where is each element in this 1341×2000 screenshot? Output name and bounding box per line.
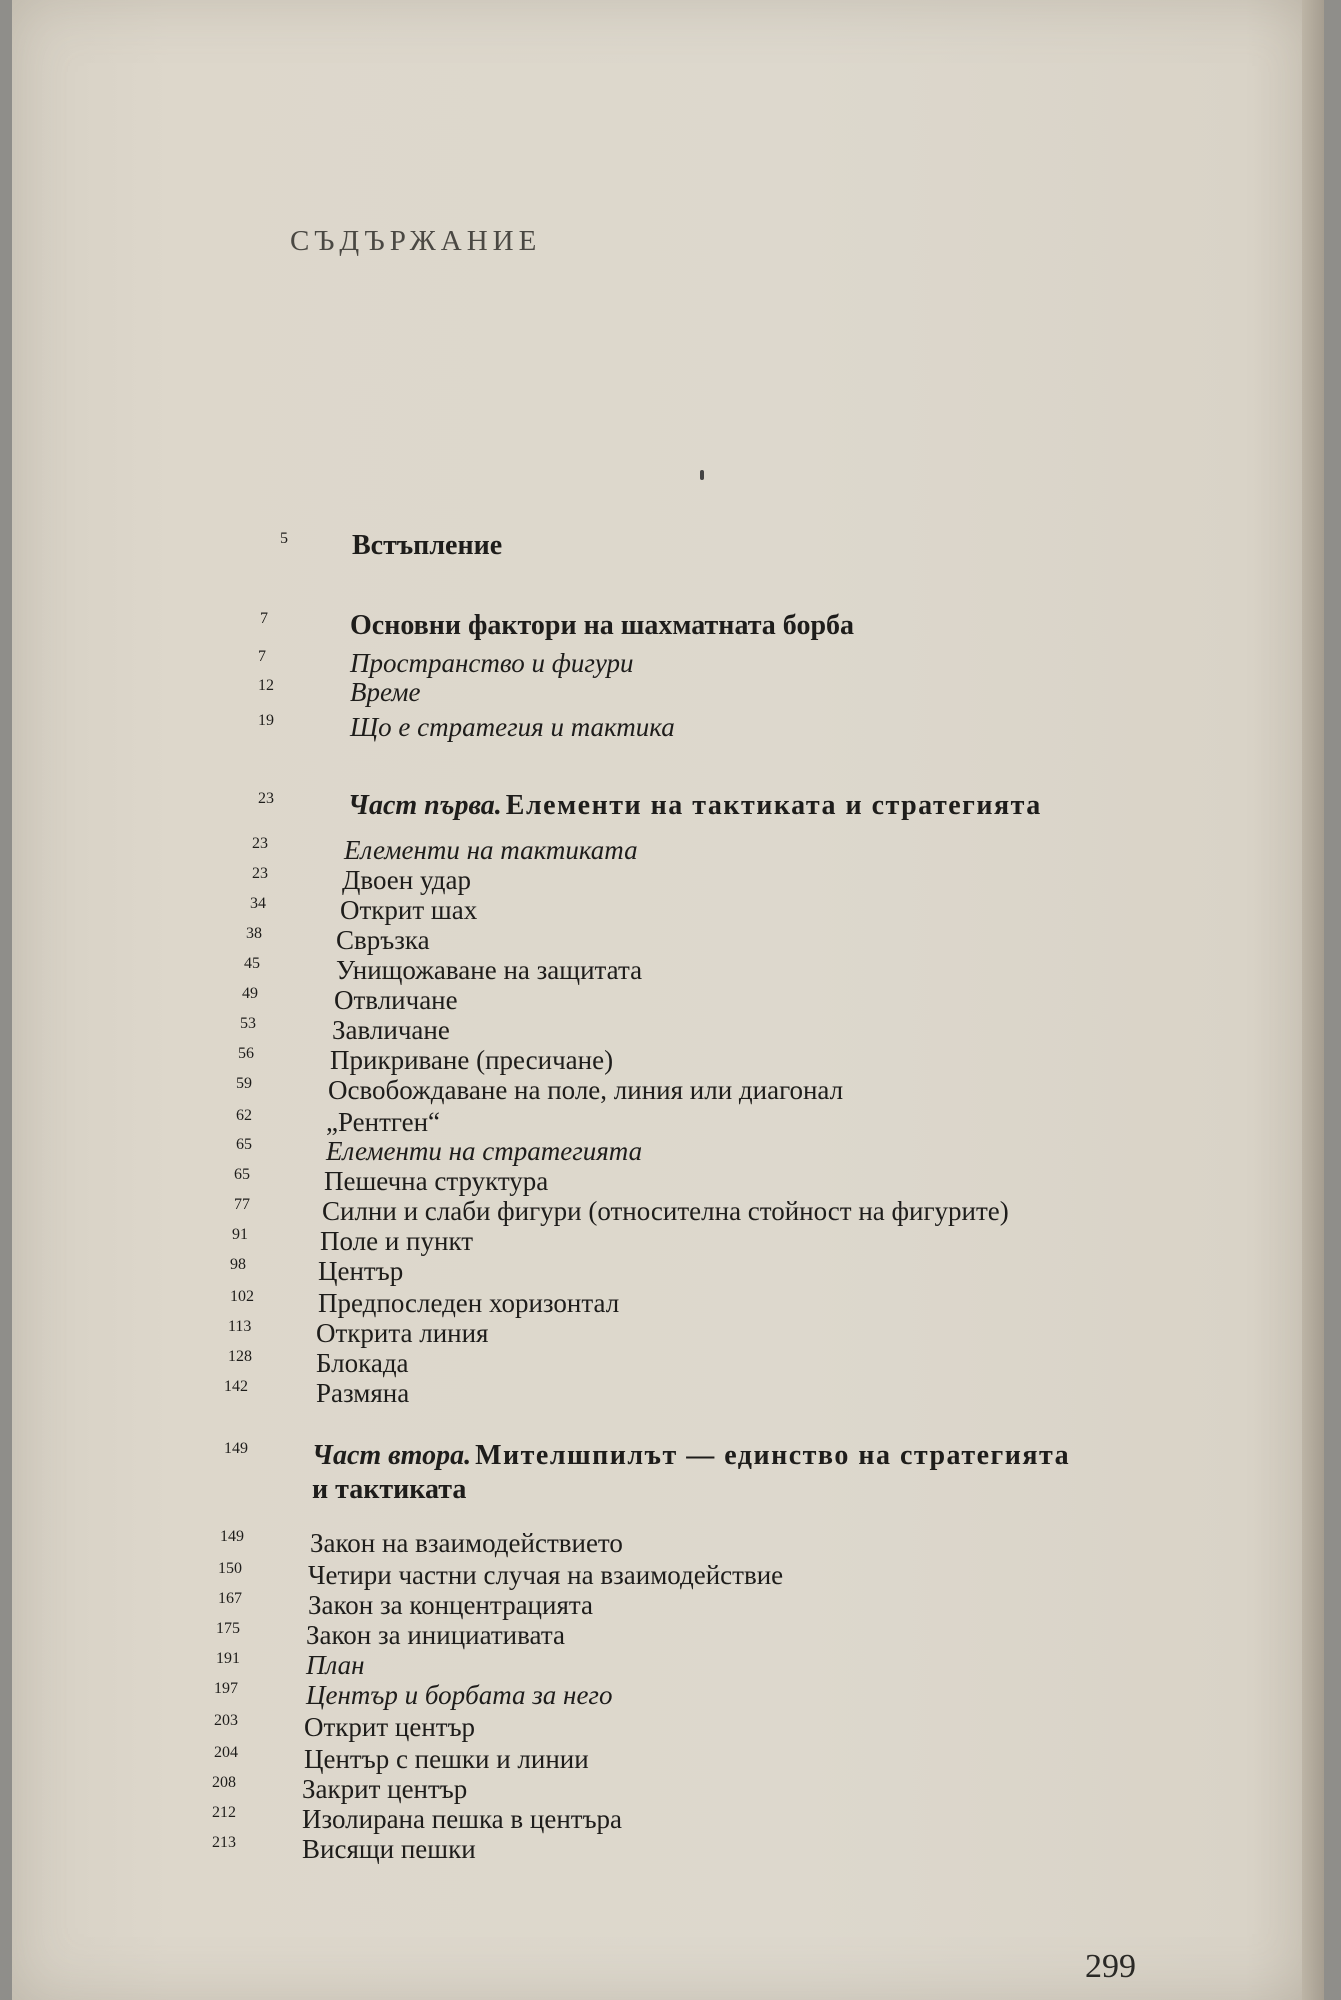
toc-entry xyxy=(352,530,502,564)
toc-page-number-text: 102 xyxy=(230,1288,254,1305)
toc-entry-title: Свръзка xyxy=(336,925,430,955)
toc-entry xyxy=(342,865,471,899)
toc-page-number xyxy=(212,1804,272,1838)
toc-page-number xyxy=(216,1650,276,1684)
toc-part-title: Елементи на тактиката и стратегията xyxy=(505,790,1042,821)
toc-entry-title: Време xyxy=(350,677,421,707)
toc-entry-title: Силни и слаби фигури (относителна стойност на фигурите) xyxy=(322,1196,1009,1226)
toc-page-number xyxy=(258,790,318,824)
toc-page-number xyxy=(242,985,302,1019)
toc-page-number-text: 7 xyxy=(258,648,266,665)
toc-page-number xyxy=(260,610,320,644)
toc-entry-title: Унищожаване на защитата xyxy=(336,955,643,985)
toc-entry xyxy=(306,1680,612,1714)
toc-page-number xyxy=(212,1834,272,1868)
toc-entry xyxy=(336,925,430,959)
page-number: 299 xyxy=(1085,1948,1136,1985)
toc-page-number xyxy=(238,1045,298,1079)
toc-page-number xyxy=(240,1015,300,1049)
toc-page-number-text: 7 xyxy=(260,610,268,627)
toc-entry xyxy=(302,1834,476,1868)
toc-part-label: Част първа. xyxy=(348,790,502,821)
toc-page-number-text: 150 xyxy=(218,1560,242,1577)
toc-entry-title: Четири частни случая на взаимодействие xyxy=(308,1560,784,1590)
toc-entry-title: Център xyxy=(318,1256,404,1286)
toc-entry xyxy=(318,1256,403,1290)
toc-entry xyxy=(306,1620,565,1654)
toc-page-number xyxy=(236,1075,296,1109)
toc-entry xyxy=(332,1015,450,1049)
toc-entry xyxy=(350,712,675,746)
toc-entry xyxy=(324,1166,548,1200)
toc-page-number-text: 65 xyxy=(236,1136,252,1153)
toc-entry xyxy=(322,1196,1009,1230)
toc-page-number xyxy=(216,1620,276,1654)
toc-entry xyxy=(340,895,477,929)
toc-page-number xyxy=(230,1256,290,1290)
toc-part-title: Мителшпилът — единство на стратегията xyxy=(475,1440,1071,1471)
toc-entry-title: Размяна xyxy=(316,1378,410,1408)
toc-page-number-text: 213 xyxy=(212,1834,236,1851)
toc-entry xyxy=(328,1075,843,1109)
toc-page-number-text: 142 xyxy=(224,1378,248,1395)
toc-page-number-text: 208 xyxy=(212,1774,236,1791)
toc-entry-title: Встъпление xyxy=(352,530,503,561)
toc-entry xyxy=(304,1712,475,1746)
toc-page-number xyxy=(244,955,304,989)
toc-page-number-text: 65 xyxy=(234,1166,250,1183)
toc-page-number xyxy=(234,1166,294,1200)
toc-heading: СЪДЪРЖАНИЕ xyxy=(290,225,542,257)
toc-entry-title: Що е стратегия и тактика xyxy=(350,712,675,742)
toc-entry-title: Център и борбата за него xyxy=(306,1680,613,1710)
toc-entry-title: Закон на взаимодействието xyxy=(310,1528,623,1558)
toc-entry-title: Основни фактори на шахматната борба xyxy=(350,610,855,641)
toc-entry-title: Освобождаване на поле, линия или диагонал xyxy=(328,1075,844,1105)
toc-page-number-text: 5 xyxy=(280,530,288,547)
toc-page-number xyxy=(224,1378,284,1412)
toc-page-number-text: 128 xyxy=(228,1348,252,1365)
toc-page-number-text: 59 xyxy=(236,1075,252,1092)
toc-entry xyxy=(326,1136,642,1170)
toc-entry xyxy=(316,1348,409,1382)
toc-page-number-text: 45 xyxy=(244,955,260,972)
toc-entry xyxy=(304,1744,589,1778)
toc-entry-title: Отвличане xyxy=(334,985,458,1015)
toc-page-number xyxy=(214,1680,274,1714)
toc-page-number-text: 98 xyxy=(230,1256,246,1273)
toc-page-number xyxy=(228,1318,288,1352)
toc-page-number xyxy=(212,1774,272,1808)
toc-page-number-text: 113 xyxy=(228,1318,252,1335)
toc-page-number-text: 49 xyxy=(242,985,258,1002)
toc-page-number xyxy=(232,1226,292,1260)
toc-entry xyxy=(320,1226,473,1260)
toc-page-number xyxy=(280,530,340,564)
toc-entry xyxy=(344,835,638,869)
toc-entry-title: Пространство и фигури xyxy=(350,648,634,678)
toc-entry-title: Изолирана пешка в центъра xyxy=(302,1804,623,1834)
toc-page-number-text: 19 xyxy=(258,712,274,729)
toc-entry-title: Висящи пешки xyxy=(302,1834,476,1864)
toc-entry xyxy=(350,677,421,711)
toc-page-number xyxy=(218,1560,278,1594)
toc-page-number-text: 12 xyxy=(258,677,274,694)
toc-entry-title: Открит шах xyxy=(340,895,478,925)
toc-entry xyxy=(308,1560,783,1594)
toc-entry-title: Закрит център xyxy=(302,1774,468,1804)
toc-entry-title: Център с пешки и линии xyxy=(304,1744,589,1774)
toc-page-number-text: 38 xyxy=(246,925,262,942)
toc-entry-title: Пешечна структура xyxy=(324,1166,549,1196)
toc-entry xyxy=(348,790,1042,824)
toc-page-number xyxy=(236,1136,296,1170)
toc-page-number-text: 23 xyxy=(258,790,274,807)
toc-entry xyxy=(302,1774,467,1808)
toc-page-number-text: 23 xyxy=(252,865,268,882)
toc-page-number xyxy=(252,835,312,869)
toc-entry-title: Предпоследен хоризонтал xyxy=(318,1288,620,1318)
toc-page-number xyxy=(250,895,310,929)
toc-page-number-text: 149 xyxy=(220,1528,244,1545)
toc-page-number xyxy=(252,865,312,899)
toc-entry xyxy=(330,1045,613,1079)
toc-page-number-text: 191 xyxy=(216,1650,240,1667)
toc-entry-title: Поле и пункт xyxy=(320,1226,474,1256)
toc-entry-title: Двоен удар xyxy=(342,865,472,895)
toc-page-number xyxy=(258,712,318,746)
toc-entry-title: „Рентген“ xyxy=(326,1107,441,1137)
toc-entry xyxy=(316,1378,409,1412)
toc-page-number xyxy=(214,1744,274,1778)
toc-entry-title: Закон за инициативата xyxy=(306,1620,565,1650)
toc-page-number-text: 203 xyxy=(214,1712,238,1729)
toc-page-number xyxy=(234,1196,294,1230)
toc-page-number-text: 175 xyxy=(216,1620,240,1637)
toc-entry xyxy=(350,610,854,644)
toc-page-number-text: 167 xyxy=(218,1590,242,1607)
toc-page-number-text: 62 xyxy=(236,1107,252,1124)
toc-entry xyxy=(310,1528,623,1562)
toc-page-number-text: 204 xyxy=(214,1744,238,1761)
toc-page-number xyxy=(224,1440,284,1474)
toc-page-number-text: 197 xyxy=(214,1680,238,1697)
toc-page-number-text: 34 xyxy=(250,895,266,912)
toc-entry xyxy=(336,955,642,989)
toc-page-number-text: 212 xyxy=(212,1804,236,1821)
toc-entry-title: План xyxy=(306,1650,365,1680)
toc-page-number-text: 91 xyxy=(232,1226,248,1243)
toc-part-title-continued: и тактиката xyxy=(312,1474,467,1505)
toc-entry xyxy=(316,1318,488,1352)
toc-entry-title: Блокада xyxy=(316,1348,409,1378)
toc-entry xyxy=(308,1590,593,1624)
toc-entry xyxy=(312,1440,1071,1505)
toc-entry-title: Прикриване (пресичане) xyxy=(330,1045,614,1075)
toc-page-number xyxy=(230,1288,290,1322)
toc-page-number-text: 23 xyxy=(252,835,268,852)
toc-entry-title: Открита линия xyxy=(316,1318,489,1348)
toc-page-number-text: 77 xyxy=(234,1196,250,1213)
toc-page-number-text: 149 xyxy=(224,1440,248,1457)
toc-entry-title: Закон за концентрацията xyxy=(308,1590,593,1620)
toc-entry-title: Елементи на тактиката xyxy=(344,835,638,865)
toc-entry xyxy=(334,985,458,1019)
toc-entry xyxy=(306,1650,365,1684)
toc-page-number xyxy=(214,1712,274,1746)
toc-page-number-text: 56 xyxy=(238,1045,254,1062)
toc-page-number xyxy=(220,1528,280,1562)
toc-part-label: Част втора. xyxy=(312,1440,472,1471)
toc-entry-title: Завличане xyxy=(332,1015,450,1045)
toc-page-number xyxy=(246,925,306,959)
toc-entry-title: Елементи на стратегията xyxy=(326,1136,643,1166)
toc-entry xyxy=(318,1288,619,1322)
toc-page-number xyxy=(218,1590,278,1624)
toc-page-number xyxy=(228,1348,288,1382)
toc-entry-title: Открит център xyxy=(304,1712,476,1742)
toc-entry xyxy=(302,1804,622,1838)
toc-page-number-text: 53 xyxy=(240,1015,256,1032)
toc-page-number xyxy=(258,677,318,711)
